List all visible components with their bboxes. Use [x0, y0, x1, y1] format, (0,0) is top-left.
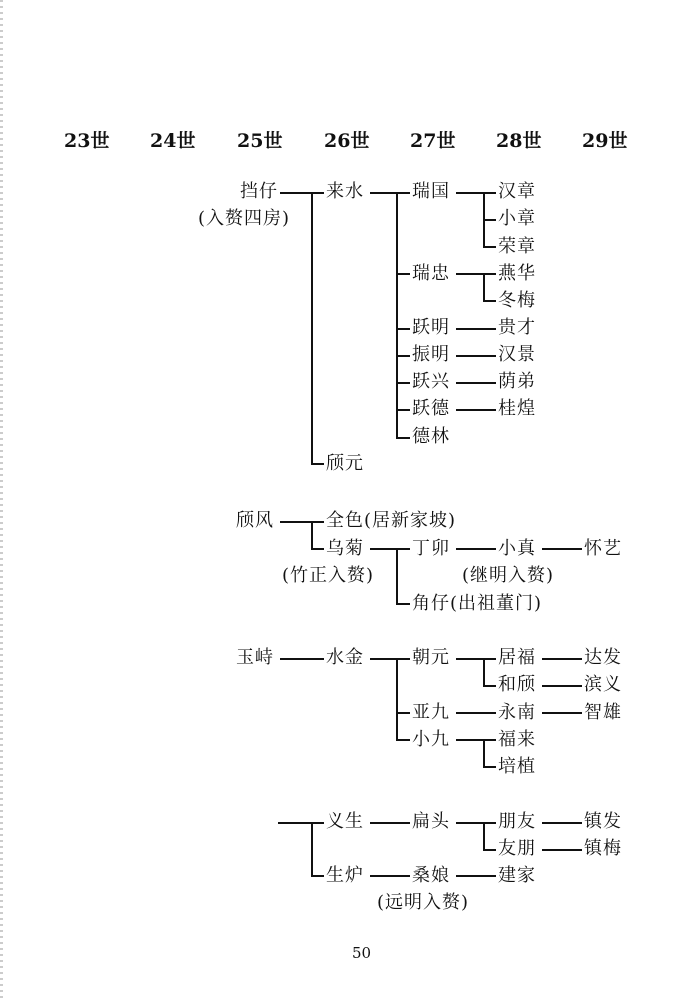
person: 瑞忠 — [412, 263, 450, 284]
connector — [542, 658, 582, 660]
connector — [280, 521, 324, 523]
connector — [483, 300, 496, 302]
person: 挡仔 — [240, 181, 278, 202]
connector — [542, 849, 582, 851]
connector — [542, 822, 582, 824]
person: 福来 — [498, 729, 536, 750]
connector — [370, 192, 410, 194]
connector — [311, 192, 313, 464]
person: 全色(居新家坡) — [326, 510, 457, 531]
connector — [456, 328, 496, 330]
connector — [280, 658, 324, 660]
person: 冬梅 — [498, 290, 536, 311]
person-note: (远明入赘) — [377, 892, 470, 913]
person: 颀风 — [236, 510, 274, 531]
connector — [311, 548, 324, 550]
gen-23: 23世 — [64, 130, 110, 152]
connector — [456, 409, 496, 411]
connector — [280, 192, 324, 194]
person: 义生 — [326, 811, 364, 832]
person: 汉景 — [498, 344, 536, 365]
connector — [542, 712, 582, 714]
connector — [396, 355, 410, 357]
connector — [396, 658, 398, 740]
person: 达发 — [584, 647, 622, 668]
person: 燕华 — [498, 263, 536, 284]
scan-edge — [0, 0, 3, 1000]
gen-24: 24世 — [150, 130, 196, 152]
connector — [370, 548, 410, 550]
person: 乌菊 — [326, 538, 364, 559]
person: 建家 — [498, 865, 536, 886]
person-note: (竹正入赘) — [282, 565, 375, 586]
connector — [311, 822, 313, 876]
gen-25: 25世 — [237, 130, 283, 152]
connector — [456, 875, 496, 877]
connector — [483, 219, 496, 221]
person: 镇发 — [584, 811, 622, 832]
connector — [396, 382, 410, 384]
connector — [311, 521, 313, 549]
connector — [456, 822, 496, 824]
connector — [396, 437, 410, 439]
page-number: 50 — [352, 944, 372, 962]
person: 汉章 — [498, 181, 536, 202]
person: 亚九 — [412, 702, 450, 723]
connector — [396, 328, 410, 330]
gen-27: 27世 — [410, 130, 456, 152]
connector — [542, 548, 582, 550]
connector — [396, 603, 410, 605]
connector — [483, 273, 485, 301]
person: 镇梅 — [584, 838, 622, 859]
connector — [278, 822, 324, 824]
connector — [396, 548, 398, 604]
person: 永南 — [498, 702, 536, 723]
person: 荫弟 — [498, 371, 536, 392]
person: 怀艺 — [584, 538, 622, 559]
connector — [483, 658, 485, 686]
connector — [370, 822, 410, 824]
person: 跃德 — [412, 398, 450, 419]
person: 和颀 — [498, 674, 536, 695]
person: 扁头 — [412, 811, 450, 832]
connector — [311, 875, 324, 877]
connector — [311, 463, 324, 465]
connector — [483, 739, 485, 767]
connector — [370, 658, 410, 660]
person: 小章 — [498, 208, 536, 229]
connector — [396, 192, 398, 438]
person: 颀元 — [326, 453, 364, 474]
person: 小真 — [498, 538, 536, 559]
person: 丁卯 — [412, 538, 450, 559]
person-note: (继明入赘) — [462, 565, 555, 586]
connector — [456, 355, 496, 357]
person: 来水 — [326, 181, 364, 202]
person: 朝元 — [412, 647, 450, 668]
connector — [483, 246, 496, 248]
person: 荣章 — [498, 236, 536, 257]
person: 德林 — [412, 426, 450, 447]
person: 桂煌 — [498, 398, 536, 419]
person: 跃兴 — [412, 371, 450, 392]
connector — [456, 712, 496, 714]
person: 智雄 — [584, 702, 622, 723]
connector — [483, 849, 496, 851]
person: 水金 — [326, 647, 364, 668]
connector — [483, 822, 485, 850]
connector — [456, 548, 496, 550]
gen-29: 29世 — [582, 130, 628, 152]
person: 朋友 — [498, 811, 536, 832]
connector — [396, 712, 410, 714]
connector — [483, 685, 496, 687]
person: 滨义 — [584, 674, 622, 695]
person: 玉峙 — [236, 647, 274, 668]
connector — [456, 382, 496, 384]
person: 生炉 — [326, 865, 364, 886]
person: 角仔(出祖董门) — [412, 593, 543, 614]
connector — [396, 409, 410, 411]
person: 振明 — [412, 344, 450, 365]
person: 贵才 — [498, 317, 536, 338]
connector — [456, 273, 496, 275]
gen-26: 26世 — [324, 130, 370, 152]
person: 桑娘 — [412, 865, 450, 886]
gen-28: 28世 — [496, 130, 542, 152]
person: 跃明 — [412, 317, 450, 338]
person: 小九 — [412, 729, 450, 750]
connector — [396, 739, 410, 741]
connector — [483, 766, 496, 768]
person: 居福 — [498, 647, 536, 668]
connector — [456, 192, 496, 194]
person: 友朋 — [498, 838, 536, 859]
person: 培植 — [498, 756, 536, 777]
connector — [396, 273, 410, 275]
person: 瑞国 — [412, 181, 450, 202]
connector — [456, 658, 496, 660]
connector — [542, 685, 582, 687]
person-note: (入赘四房) — [198, 208, 291, 229]
connector — [370, 875, 410, 877]
connector — [456, 739, 496, 741]
